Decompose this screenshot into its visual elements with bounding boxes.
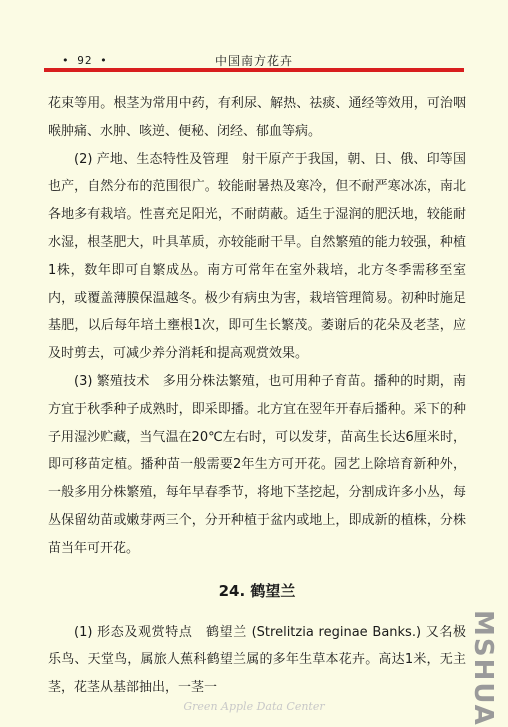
paragraph: (3) 繁殖技术 多用分株法繁殖，也可用种子育苗。播种的时期，南方宜于秋季种子成熟时，即采即播。北方宜在翌年开春后播种。采下的种子用湿沙贮藏，当气温在20℃左右时，可以发芽，苗高生长达6厘米时，即可移苗定植。播种苗一般需要2年生方可开花。园艺上除培育新种外，一般多用分株繁殖，每年早春季节，将地下茎挖起，分割成许多小丛，每丛保留幼苗或嫩芽两三个，分开种植于盆内或地上，即成新的植株，分株苗当年可开花。: [48, 373, 466, 556]
side-watermark: MSHUA: [468, 610, 498, 727]
page-number: • 92 •: [62, 54, 108, 67]
paragraph: (1) 形态及观赏特点 鹤望兰 (Strelitzia reginae Banks.) 又名极乐鸟、天堂鸟，属旅人蕉科鹤望兰属的多年生草本花卉。高达1米，无主茎，花茎从基部抽出，一茎一: [48, 624, 466, 696]
paragraph: (2) 产地、生态特性及管理 射干原产于我国，朝、日、俄、印等国也产，自然分布的范围很广。较能耐暑热及寒冷，但不耐严寒冰冻，南北各地多有栽培。性喜充足阳光，不耐荫蔽。适生于湿润的肥沃地，较能耐水湿，根茎肥大，叶具革质，亦较能耐干旱。自然繁殖的能力较强，种植1株，数年即可自繁成丛。南方可常年在室外栽培，北方冬季需移至室内，或覆盖薄膜保温越冬。极少有病虫为害，栽培管理简易。初种时施足基肥，以后每年培土壅根1次，即可生长繁茂。萎谢后的花朵及老茎，应及时剪去，可减少养分消耗和提高观赏效果。: [48, 151, 466, 362]
section-title: 24. 鹤望兰: [218, 581, 296, 600]
body-text: [48, 90, 466, 702]
running-header: [44, 48, 464, 70]
bottom-watermark: Green Apple Data Center: [183, 700, 325, 713]
running-title: 中国南方花卉: [214, 54, 293, 68]
paragraph: 花束等用。根茎为常用中药，有利尿、解热、祛痰、通经等效用，可治咽喉肿痛、水肿、咳逆、便秘、闭经、郁血等病。: [48, 96, 466, 139]
header-rule: [44, 68, 464, 72]
